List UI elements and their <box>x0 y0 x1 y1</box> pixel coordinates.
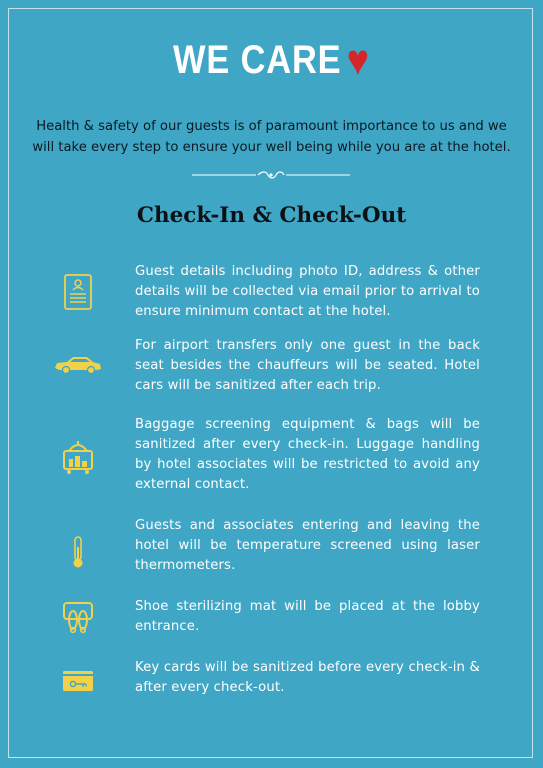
item-text: Key cards will be sanitized before every check-in & after every check-out. <box>135 660 480 695</box>
intro-paragraph: Health & safety of our guests is of paramount importance to us and we will take every step to ensure your well being while you are at the hotel. <box>32 119 511 155</box>
section-title: Check-In & Check-Out <box>136 203 407 228</box>
item-text: Shoe sterilizing mat will be placed at the lobby entrance. <box>135 599 480 634</box>
item-text: For airport transfers only one guest in the back seat besides the chauffeurs will be seated. Hotel cars will be sanitized after each trip. <box>135 338 480 393</box>
page-title <box>38 36 505 86</box>
document-id-icon <box>50 272 106 312</box>
thermometer-icon <box>50 534 106 570</box>
car-icon <box>50 350 106 380</box>
heart-icon: ♥ <box>346 36 370 85</box>
title-text: WE CARE <box>173 38 342 82</box>
item-text: Baggage screening equipment & bags will be sanitized after every check-in. Luggage handling by hotel associates will be restricted to avoid any external contact. <box>135 417 480 492</box>
key-card-icon <box>50 666 106 696</box>
ornament-divider <box>190 170 352 180</box>
luggage-trolley-icon <box>50 437 106 477</box>
shoe-mat-icon <box>50 599 106 635</box>
item-text: Guests and associates entering and leaving the hotel will be temperature screened using laser thermometers. <box>135 518 480 573</box>
item-text: Guest details including photo ID, address & other details will be collected via email prior to arrival to ensure minimum contact at the hotel. <box>135 264 480 319</box>
